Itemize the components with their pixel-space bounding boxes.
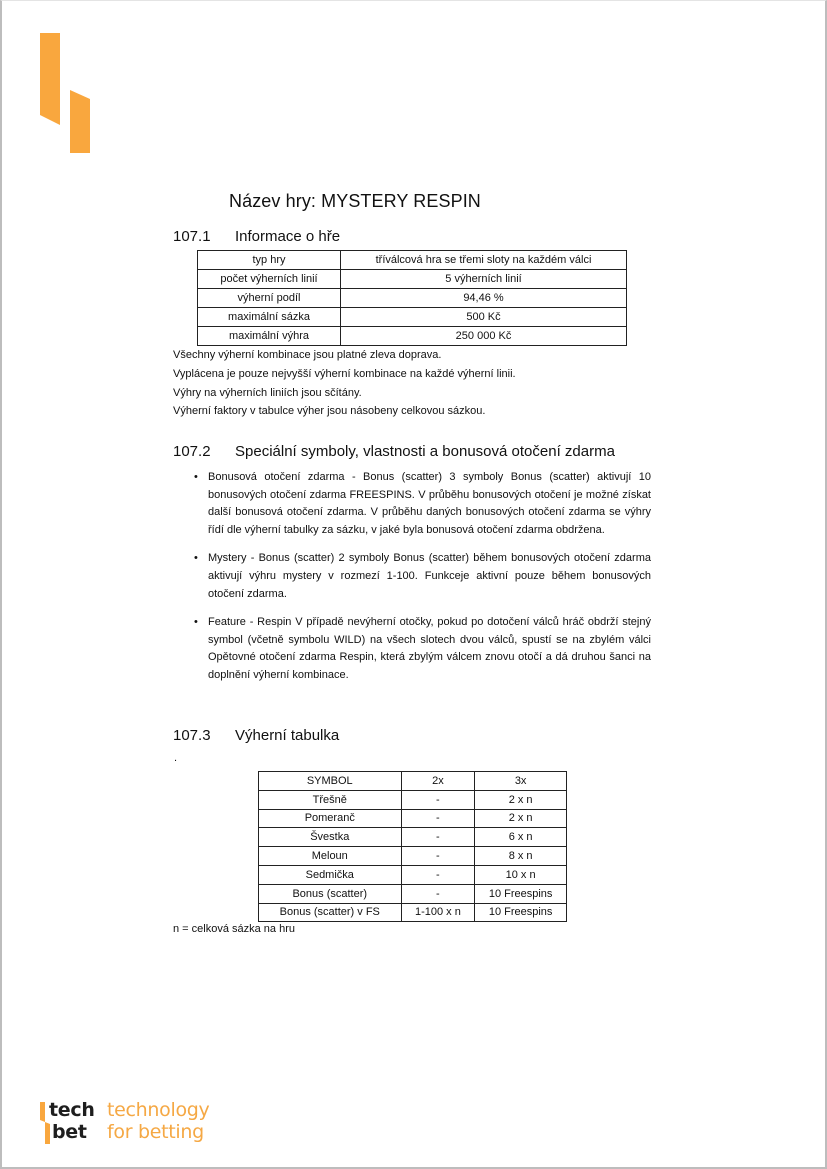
techbet-mark-icon	[40, 33, 92, 155]
payout-3x-cell: 8 x n	[475, 847, 567, 866]
list-item-text: Bonusová otočení zdarma - Bonus (scatter) 3 symboly Bonus (scatter) aktivují 10 bonusových otočení zdarma FREESPINS. V průběhu bonusových otočení je možné získat další bonusová otočení zdarma. V průběhu daných bonusových otočení zdarma se výhry řídí dle výherní tabulky za sázku, v jaké byla bonusová otočení zdarma obdržena.	[208, 471, 651, 536]
table-row	[259, 884, 567, 903]
payout-3x-cell: 10 Freespins	[475, 903, 567, 922]
brand-bet: bet	[52, 1121, 87, 1143]
symbol-cell: Třešně	[259, 790, 402, 809]
table-row	[259, 847, 567, 866]
techbet-logo	[40, 1100, 240, 1144]
table-row	[198, 251, 627, 270]
rule-line: Vyplácena je pouze nejvyšší výherní kombinace na každé výherní linii.	[173, 367, 516, 380]
payout-3x-cell: 10 x n	[475, 865, 567, 884]
column-header: 3x	[475, 772, 567, 791]
list-item	[191, 469, 651, 539]
brand-tech: tech	[49, 1099, 95, 1121]
info-key: typ hry	[198, 251, 341, 270]
info-value: 500 Kč	[341, 308, 627, 327]
bullet-icon: •	[194, 552, 198, 565]
payout-2x-cell: -	[401, 828, 475, 847]
info-value: 5 výherních linií	[341, 270, 627, 289]
bullet-icon: •	[194, 471, 198, 483]
paytable	[258, 771, 567, 922]
payout-2x-cell: -	[401, 884, 475, 903]
table-row	[259, 903, 567, 922]
column-header: 2x	[401, 772, 475, 791]
symbol-cell: Švestka	[259, 828, 402, 847]
table-row	[259, 809, 567, 828]
payout-3x-cell: 10 Freespins	[475, 884, 567, 903]
page-title: Název hry: MYSTERY RESPIN	[229, 191, 481, 211]
info-key: počet výherních linií	[198, 270, 341, 289]
info-value: 250 000 Kč	[341, 327, 627, 346]
section-heading-107-2	[173, 443, 615, 460]
section-number: 107.1	[173, 228, 211, 245]
column-header: SYMBOL	[259, 772, 402, 791]
payout-2x-cell: 1-100 x n	[401, 903, 475, 922]
section-heading-107-1	[173, 228, 340, 245]
table-row	[259, 828, 567, 847]
payout-3x-cell: 2 x n	[475, 809, 567, 828]
info-value: tříválcová hra se třemi sloty na každém válci	[341, 251, 627, 270]
rule-line: Výhry na výherních liniích jsou sčítány.	[173, 386, 362, 399]
info-key: maximální výhra	[198, 327, 341, 346]
list-item-text: Mystery - Bonus (scatter) 2 symboly Bonus (scatter) během bonusových otočení zdarma aktivují výhru mystery v rozmezí 1-100. Funkceje aktivní pouze během bonusových otočení zdarma.	[208, 552, 651, 600]
rule-line: Výherní faktory v tabulce výher jsou násobeny celkovou sázkou.	[173, 405, 486, 418]
info-key: výherní podíl	[198, 289, 341, 308]
section-heading-107-3	[173, 727, 339, 744]
symbol-cell: Pomeranč	[259, 809, 402, 828]
list-item	[191, 614, 651, 684]
table-header-row	[259, 772, 567, 791]
section-title: Informace o hře	[235, 228, 341, 245]
table-row	[198, 270, 627, 289]
payout-2x-cell: -	[401, 865, 475, 884]
special-symbols-list	[191, 469, 651, 696]
table-row	[259, 790, 567, 809]
symbol-cell: Meloun	[259, 847, 402, 866]
bullet-icon: •	[194, 616, 198, 629]
info-key: maximální sázka	[198, 308, 341, 327]
payout-3x-cell: 2 x n	[475, 790, 567, 809]
list-item-text: Feature - Respin V případě nevýherní otočky, pokud po dotočení válců hráč obdrží stejný symbol (včetně symbolu WILD) na všech slotech dvou válců, spustí se na zbylém válci Opětovné otočení zdarma Respin, která zbylým válcem znovu otočí a dá druhou šanci na doplnění výherní kombinace.	[208, 616, 651, 681]
table-row	[259, 865, 567, 884]
payout-2x-cell: -	[401, 790, 475, 809]
section-title: Speciální symboly, vlastnosti a bonusová otočení zdarma	[235, 443, 615, 460]
stray-mark: .	[174, 752, 178, 764]
section-title: Výherní tabulka	[235, 727, 340, 744]
payout-2x-cell: -	[401, 847, 475, 866]
rule-line: Všechny výherní kombinace jsou platné zleva doprava.	[173, 349, 442, 361]
table-row	[198, 327, 627, 346]
list-item	[191, 550, 651, 603]
payout-2x-cell: -	[401, 809, 475, 828]
info-value: 94,46 %	[341, 289, 627, 308]
brand-technology: technology	[107, 1099, 210, 1121]
rules-text	[173, 346, 516, 421]
symbol-cell: Bonus (scatter)	[259, 884, 402, 903]
symbol-cell: Sedmička	[259, 865, 402, 884]
section-number: 107.2	[173, 443, 211, 460]
footnote: n = celková sázka na hru	[173, 923, 295, 935]
brand-for-betting: for betting	[107, 1121, 204, 1143]
game-info-table	[197, 250, 627, 346]
table-row	[198, 308, 627, 327]
table-row	[198, 289, 627, 308]
symbol-cell: Bonus (scatter) v FS	[259, 903, 402, 922]
section-number: 107.3	[173, 727, 211, 744]
payout-3x-cell: 6 x n	[475, 828, 567, 847]
